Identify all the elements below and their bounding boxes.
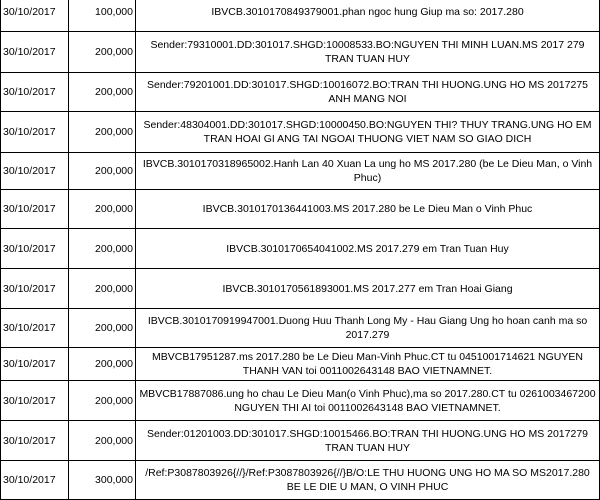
description-cell: Sender:79201001.DD:301017.SHGD:10016072.BO:TRAN THI HUONG.UNG HO MS 2017275 ANH MANG NOI [136,73,600,112]
table-row [1,229,600,269]
table-row [1,461,600,500]
description-cell: IBVCB.3010170919947001.Duong Huu Thanh Long My - Hau Giang Ung ho hoan canh ma so 2017.279 [136,309,600,348]
description-cell: IBVCB.3010170318965002.Hanh Lan 40 Xuan La ung ho MS 2017.280 (be Le Dieu Man, o Vinh Phuc) [136,153,600,190]
amount-cell: 200,000 [69,190,136,229]
amount-cell: 200,000 [69,381,136,421]
description-cell: Sender:79310001.DD:301017.SHGD:10008533.BO:NGUYEN THI MINH LUAN.MS 2017 279 TRAN TUAN HUY [136,32,600,73]
table-row [1,269,600,309]
amount-cell: 200,000 [69,73,136,112]
description-cell: MBVCB17887086.ung ho chau Le Dieu Man(o Vinh Phuc),ma so 2017.280.CT tu 0261003467200 NGUYEN THI AI toi 0011002643148 BAO VIETNAMNET. [136,381,600,421]
table-row [1,309,600,348]
description-cell: IBVCB.3010170561893001.MS 2017.277 em Tran Hoai Giang [136,269,600,309]
date-cell: 30/10/2017 [1,348,69,381]
date-cell: 30/10/2017 [1,153,69,190]
date-cell: 30/10/2017 [1,229,69,269]
description-cell: /Ref:P3087803926{//}/Ref:P3087803926{//}B/O:LE THU HUONG UNG HO MA SO MS2017.280 BE LE DIE U MAN, O VINH PHUC [136,461,600,500]
amount-cell: 200,000 [69,229,136,269]
table-row [1,32,600,73]
table-row [1,190,600,229]
description-cell: Sender:01201003.DD:301017.SHGD:10015466.BO:TRAN THI HUONG.UNG HO MS 2017279 TRAN TUAN HUY [136,421,600,461]
amount-cell: 200,000 [69,421,136,461]
date-cell: 30/10/2017 [1,112,69,153]
amount-cell: 200,000 [69,112,136,153]
amount-cell: 100,000 [69,0,136,32]
date-cell: 30/10/2017 [1,0,69,32]
amount-cell: 300,000 [69,461,136,500]
description-cell: MBVCB17951287.ms 2017.280 be Le Dieu Man-Vinh Phuc.CT tu 0451001714621 NGUYEN THANH VAN toi 0011002643148 BAO VIETNAMNET. [136,348,600,381]
date-cell: 30/10/2017 [1,269,69,309]
date-cell: 30/10/2017 [1,461,69,500]
description-cell: IBVCB.3010170849379001.phan ngoc hung Giup ma so: 2017.280 [136,0,600,32]
date-cell: 30/10/2017 [1,381,69,421]
amount-cell: 200,000 [69,348,136,381]
table-row [1,421,600,461]
amount-cell: 200,000 [69,153,136,190]
date-cell: 30/10/2017 [1,421,69,461]
date-cell: 30/10/2017 [1,190,69,229]
description-cell: Sender:48304001.DD:301017.SHGD:10000450.BO:NGUYEN THI? THUY TRANG.UNG HO EM TRAN HOAI GI ANG TAI NGOAI THUONG VIET NAM SO GIAO DICH [136,112,600,153]
amount-cell: 200,000 [69,269,136,309]
table-row [1,73,600,112]
table-row [1,381,600,421]
table-row [1,0,600,32]
date-cell: 30/10/2017 [1,32,69,73]
date-cell: 30/10/2017 [1,73,69,112]
description-cell: IBVCB.3010170136441003.MS 2017.280 be Le Dieu Man o Vinh Phuc [136,190,600,229]
table-row [1,348,600,381]
amount-cell: 200,000 [69,309,136,348]
amount-cell: 200,000 [69,32,136,73]
table-row [1,112,600,153]
description-cell: IBVCB.3010170654041002.MS 2017.279 em Tran Tuan Huy [136,229,600,269]
date-cell: 30/10/2017 [1,309,69,348]
table-row [1,153,600,190]
